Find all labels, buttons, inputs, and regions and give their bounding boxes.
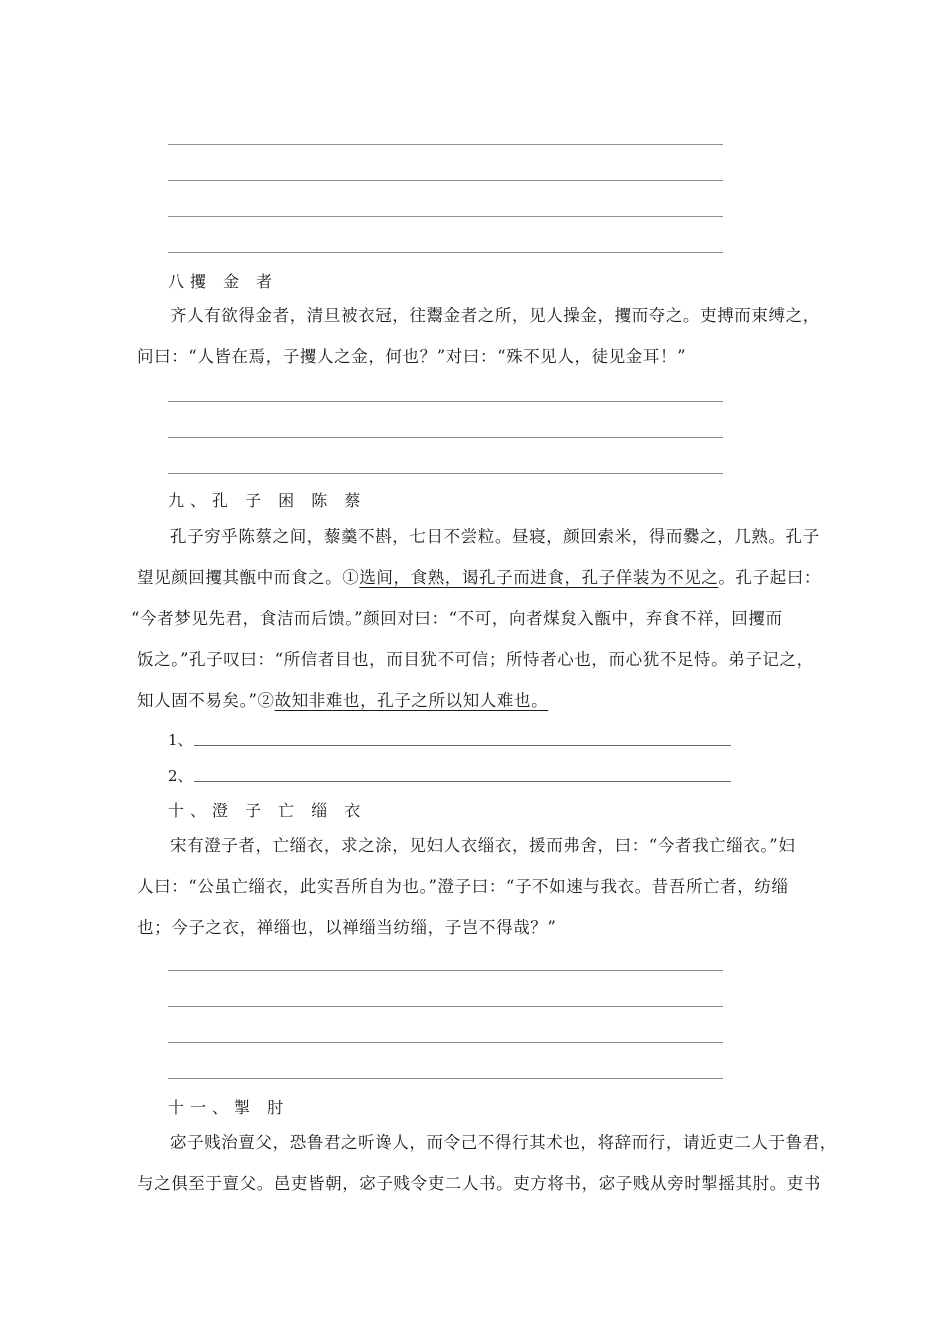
answer-blank-line bbox=[168, 1042, 723, 1043]
passage-line bbox=[137, 690, 548, 712]
passage-line: 宋有澄子者，亡缁衣，求之涂，见妇人衣缁衣，援而弗舍，曰：“今者我亡缁衣。”妇 bbox=[170, 836, 796, 855]
answer-number: 1、 bbox=[168, 731, 193, 749]
passage-line: 宓子贱治亶父，恐鲁君之听谗人，而令己不得行其术也，将辞而行，请近吏二人于鲁君， bbox=[170, 1133, 837, 1152]
section-title-10: 十、澄 子 亡 缁 衣 bbox=[168, 801, 367, 820]
answer-number: 2、 bbox=[168, 767, 193, 785]
passage-line: 与之俱至于亶父。邑吏皆朝，宓子贱令吏二人书。吏方将书，宓子贱从旁时掣摇其肘。吏书 bbox=[137, 1174, 821, 1193]
answer-blank-line bbox=[168, 970, 723, 971]
answer-blank-line bbox=[168, 1006, 723, 1007]
passage-line: 人曰：“公虽亡缁衣，此实吾所自为也。”澄子曰：“子不如速与我衣。昔吾所亡者，纺缁 bbox=[137, 877, 789, 896]
passage-line: 也；今子之衣，禅缁也，以禅缁当纺缁，子岂不得哉？” bbox=[137, 918, 557, 937]
section-title-9: 九、孔 子 困 陈 蔡 bbox=[168, 491, 367, 510]
numbered-answer-1 bbox=[168, 730, 193, 750]
answer-blank-line bbox=[168, 180, 723, 181]
numbered-answer-2 bbox=[168, 766, 193, 786]
underlined-sentence-2: 故知非难也，孔子之所以知人难也。 bbox=[274, 691, 549, 710]
passage-line: 饭之。”孔子叹曰：“所信者目也，而目犹不可信；所恃者心也，而心犹不足恃。弟子记之， bbox=[137, 650, 814, 669]
passage-line: 问曰：“人皆在焉，子攫人之金，何也？”对曰：“殊不见人，徒见金耳！” bbox=[137, 347, 687, 366]
passage-line: 孔子穷乎陈蔡之间，藜羹不斟，七日不尝粒。昼寝，颜回索米，得而爨之，几熟。孔子 bbox=[170, 527, 820, 546]
passage-text: 知人固不易矣。”② bbox=[137, 691, 275, 710]
answer-blank-line bbox=[168, 216, 723, 217]
answer-blank-line bbox=[168, 1078, 723, 1079]
passage-line: 齐人有欲得金者，清旦被衣冠，往鬻金者之所，见人操金，攫而夺之。吏搏而束缚之， bbox=[170, 306, 820, 325]
answer-blank-line bbox=[168, 252, 723, 253]
section-title-8: 八攫 金 者 bbox=[168, 272, 279, 291]
passage-text: 。孔子起曰： bbox=[718, 568, 822, 587]
passage-line: “今者梦见先君，食洁而后馈。”颜回对曰：“不可，向者煤炱入甑中，弃食不祥，回攫而 bbox=[131, 609, 783, 628]
answer-blank-line bbox=[168, 144, 723, 145]
underlined-sentence-1: 选间，食熟，谒孔子而进食，孔子佯装为不见之 bbox=[359, 568, 719, 587]
passage-text: 望见颜回攫其甑中而食之。① bbox=[137, 568, 360, 587]
section-title-11: 十一、掣 肘 bbox=[168, 1098, 290, 1117]
passage-line bbox=[137, 567, 821, 589]
answer-blank-line bbox=[168, 437, 723, 438]
answer-blank-line bbox=[168, 473, 723, 474]
answer-blank-line bbox=[168, 401, 723, 402]
